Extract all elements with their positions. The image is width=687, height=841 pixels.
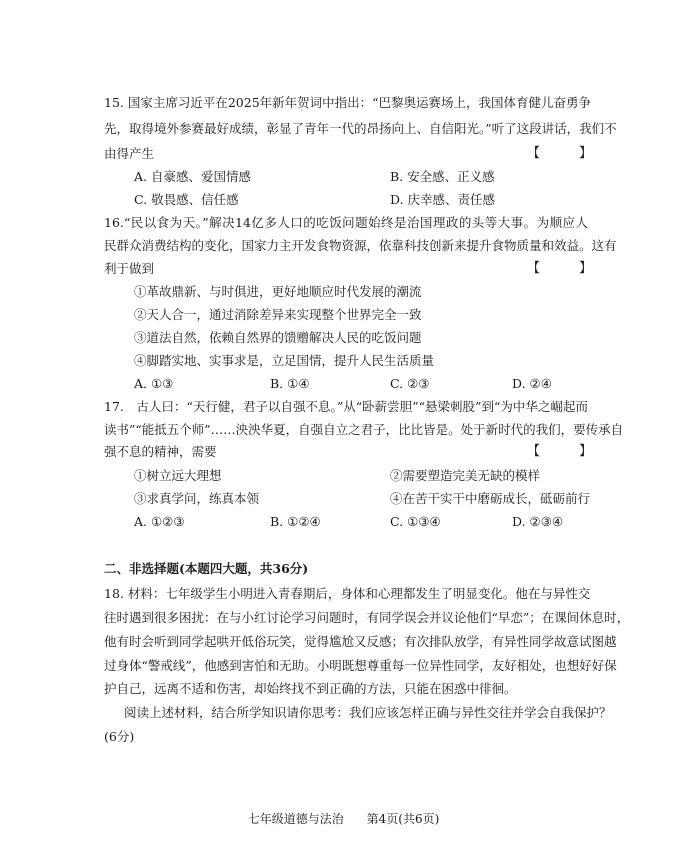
q18-points: (6分) <box>104 729 135 744</box>
q17-item-4: ④在苦干实干中磨砺成长，砥砺前行 <box>390 491 591 506</box>
q16-option-d: D. ②④ <box>512 376 552 391</box>
q17-line-2: 读书”“能抵五个师”……泱泱华夏，自强自立之君子，比比皆是。处于新时代的我们，要传承自 <box>104 422 624 437</box>
q16-answer-bracket: 【 】 <box>527 261 593 276</box>
q16-line-2: 民群众消费结构的变化，国家力主开发食物资源，依靠科技创新来提升食物质量和效益。这有 <box>104 238 617 253</box>
q17-item-2: ②需要塑造完美无缺的模样 <box>390 468 541 483</box>
q17-line-3: 强不息的精神，需要 <box>104 444 217 459</box>
q16-item-4: ④脚踏实地、实事求是，立足国情，提升人民生活质量 <box>134 353 435 368</box>
q17-option-b: B. ①②④ <box>270 514 321 529</box>
q17-option-c: C. ①③④ <box>390 514 441 529</box>
q16-item-3: ③道法自然，依赖自然界的馈赠解决人民的吃饭问题 <box>134 330 422 345</box>
q17-option-a: A. ①②③ <box>134 514 185 529</box>
q16-option-c: C. ②③ <box>390 376 430 391</box>
q15-answer-bracket: 【 】 <box>527 146 593 161</box>
q16-option-a: A. ①③ <box>134 376 174 391</box>
q18-line-5: 护自己，远离不适和伤害，却始终找不到正确的方法，只能在困惑中徘徊。 <box>104 681 517 696</box>
q15-line-1: 15. 国家主席习近平在2025年新年贺词中指出：“巴黎奥运赛场上，我国体育健儿奋勇争 <box>104 95 592 110</box>
q15-option-b: B. 安全感、正义感 <box>390 169 495 184</box>
q17-item-3: ③求真学问，练真本领 <box>134 491 260 506</box>
q18-line-4: 过身体“警戒线”，他感到害怕和无助。小明既想尊重每一位异性同学，友好相处，也想好好保 <box>104 658 617 673</box>
q18-line-1: 18. 材料：七年级学生小明进入青春期后，身体和心理都发生了明显变化。他在与异性交 <box>104 586 591 601</box>
q15-option-c: C. 敬畏感、信任感 <box>134 192 239 207</box>
q16-item-2: ②天人合一，通过消除差异来实现整个世界完全一致 <box>134 307 422 322</box>
q15-line-3: 由得产生 <box>104 146 155 161</box>
q15-line-2: 先，取得境外参赛最好成绩，彰显了青年一代的昂扬向上、自信阳光。”听了这段讲话，我们不 <box>104 121 617 136</box>
q17-option-d: D. ②③④ <box>512 514 564 529</box>
q15-option-a: A. 自豪感、爱国情感 <box>134 169 251 184</box>
q15-option-d: D. 庆幸感、责任感 <box>390 192 496 207</box>
q18-line-3: 他有时会听到同学起哄开低俗玩笑，觉得尴尬又反感；有次排队放学，有异性同学故意试图越 <box>104 634 617 649</box>
q17-line-1: 17. 古人曰：“天行健，君子以自强不息。”从“卧薪尝胆”“悬梁刺股”到“为中华之崛起而 <box>104 399 588 414</box>
q18-question: 阅读上述材料，结合所学知识请你思考：我们应该怎样正确与异性交往并学会自我保护？ <box>124 705 612 720</box>
footer-page-number: 第4页(共6页) <box>366 812 440 826</box>
q17-item-1: ①树立远大理想 <box>134 468 222 483</box>
q16-option-b: B. ①④ <box>270 376 310 391</box>
q16-line-1: 16.“民以食为天。”解决14亿多人口的吃饭问题始终是治国理政的头等大事。为顺应人 <box>104 215 588 230</box>
q16-item-1: ①革故鼎新、与时俱进，更好地顺应时代发展的潮流 <box>134 284 422 299</box>
q18-line-2: 往时遇到很多困扰：在与小红讨论学习问题时，有同学误会并议论他们“早恋”；在课间休息时， <box>104 610 630 625</box>
q16-line-3: 利于做到 <box>104 261 155 276</box>
page-footer <box>0 810 687 828</box>
footer-subject: 七年级道德与法治 <box>247 812 344 826</box>
section-2-heading: 二、非选择题(本题四大题，共36分) <box>104 561 309 576</box>
q17-answer-bracket: 【 】 <box>527 444 593 459</box>
